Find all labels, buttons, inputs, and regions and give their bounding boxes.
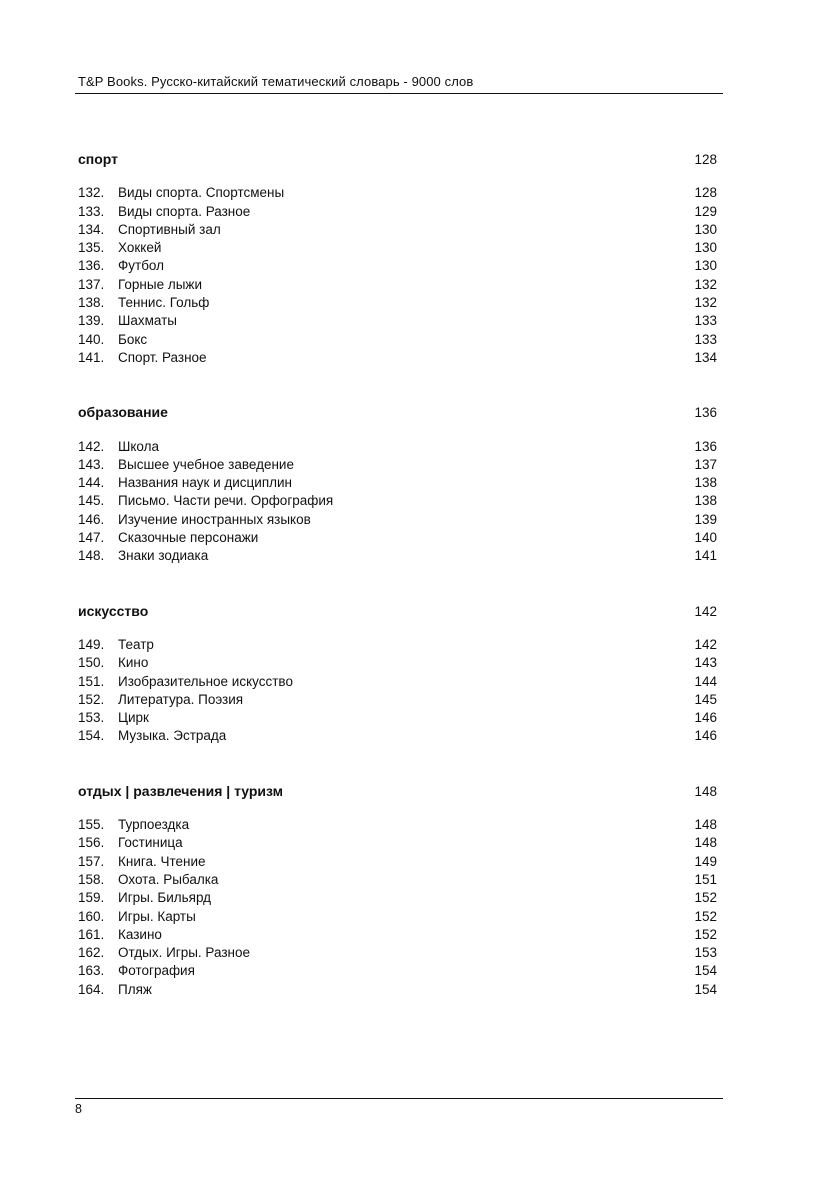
entry-page-number: 146 (694, 710, 717, 726)
toc-entry (75, 853, 723, 871)
entry-number: 150. (78, 655, 105, 671)
entry-number: 160. (78, 908, 105, 924)
entry-title: Школа (118, 438, 160, 454)
entry-number: 156. (78, 835, 105, 851)
toc-entry (75, 184, 723, 202)
section-heading (75, 150, 723, 169)
section-title: искусство (78, 602, 149, 619)
entry-number: 154. (78, 728, 105, 744)
toc-entry (75, 239, 723, 257)
entry-page-number: 145 (694, 691, 717, 707)
running-header-title: T&P Books. Русско-китайский тематический словарь - 9000 слов (78, 74, 474, 89)
entry-number: 144. (78, 475, 105, 491)
entry-number: 141. (78, 349, 105, 365)
entry-page-number: 143 (694, 655, 717, 671)
entry-page-number: 154 (694, 963, 717, 979)
entry-number: 152. (78, 691, 105, 707)
toc-entry (75, 944, 723, 962)
entry-title: Спортивный зал (118, 221, 221, 237)
entry-page-number: 132 (694, 295, 717, 311)
toc-entry (75, 962, 723, 980)
entry-title: Письмо. Части речи. Орфография (118, 493, 334, 509)
toc-entry (75, 349, 723, 367)
entry-page-number: 140 (694, 530, 717, 546)
entry-title: Литература. Поэзия (118, 691, 244, 707)
toc-entry (75, 438, 723, 456)
entry-page-number: 133 (694, 331, 717, 347)
toc-entry (75, 654, 723, 672)
entry-number: 153. (78, 710, 105, 726)
entry-number: 147. (78, 530, 105, 546)
toc-entry (75, 511, 723, 529)
section-heading (75, 403, 723, 422)
toc-entry (75, 889, 723, 907)
entry-number: 132. (78, 185, 105, 201)
entry-title: Изобразительное искусство (118, 673, 293, 689)
entry-number: 135. (78, 240, 105, 256)
toc-entry (75, 908, 723, 926)
entry-title: Сказочные персонажи (118, 530, 259, 546)
entry-number: 159. (78, 890, 105, 906)
toc-entry (75, 456, 723, 474)
toc-entry (75, 834, 723, 852)
entry-page-number: 134 (694, 349, 717, 365)
toc-entry (75, 727, 723, 745)
section-entries (75, 438, 723, 566)
toc-entry (75, 331, 723, 349)
entry-page-number: 128 (694, 185, 717, 201)
entry-page-number: 152 (694, 890, 717, 906)
entry-title: Футбол (118, 258, 165, 274)
entry-number: 133. (78, 203, 105, 219)
toc-entry (75, 474, 723, 492)
entry-title: Кино (118, 655, 149, 671)
section-heading (75, 602, 723, 621)
entry-page-number: 148 (694, 835, 717, 851)
entry-title: Горные лыжи (118, 276, 202, 292)
entry-title: Цирк (118, 710, 149, 726)
entry-page-number: 149 (694, 853, 717, 869)
section-title: отдых | развлечения | туризм (78, 782, 284, 799)
toc-entry (75, 529, 723, 547)
entry-page-number: 141 (694, 548, 717, 564)
entry-number: 139. (78, 313, 105, 329)
toc (75, 150, 723, 1035)
entry-number: 155. (78, 817, 105, 833)
entry-title: Теннис. Гольф (118, 295, 210, 311)
page-footer (75, 1098, 723, 1116)
entry-title: Игры. Бильярд (118, 890, 212, 906)
entry-title: Театр (118, 636, 154, 652)
entry-title: Охота. Рыбалка (118, 871, 219, 887)
toc-entry (75, 981, 723, 999)
entry-number: 138. (78, 295, 105, 311)
entry-page-number: 138 (694, 475, 717, 491)
toc-entry (75, 926, 723, 944)
toc-entry (75, 221, 723, 239)
entry-title: Фотография (118, 963, 195, 979)
entry-number: 149. (78, 636, 105, 652)
section-entries (75, 816, 723, 999)
entry-page-number: 144 (694, 673, 717, 689)
entry-page-number: 151 (694, 871, 717, 887)
entry-page-number: 138 (694, 493, 717, 509)
entry-number: 146. (78, 511, 105, 527)
entry-title: Казино (118, 926, 162, 942)
entry-title: Знаки зодиака (118, 548, 209, 564)
entry-title: Турпоездка (118, 817, 190, 833)
entry-number: 145. (78, 493, 105, 509)
section-title: образование (78, 404, 168, 421)
entry-number: 142. (78, 438, 105, 454)
entry-number: 148. (78, 548, 105, 564)
entry-title: Изучение иностранных языков (118, 511, 311, 527)
toc-entry (75, 492, 723, 510)
toc-entry (75, 276, 723, 294)
entry-page-number: 136 (694, 438, 717, 454)
entry-title: Отдых. Игры. Разное (118, 945, 250, 961)
entry-number: 161. (78, 926, 105, 942)
entry-page-number: 132 (694, 276, 717, 292)
toc-entry (75, 636, 723, 654)
entry-title: Виды спорта. Спортсмены (118, 185, 285, 201)
entry-number: 151. (78, 673, 105, 689)
toc-section (75, 150, 723, 367)
entry-number: 157. (78, 853, 105, 869)
section-title: спорт (78, 151, 119, 167)
entry-page-number: 153 (694, 945, 717, 961)
toc-entry (75, 203, 723, 221)
entry-title: Виды спорта. Разное (118, 203, 251, 219)
entry-page-number: 130 (694, 258, 717, 274)
entry-title: Пляж (118, 981, 152, 997)
entry-page-number: 152 (694, 908, 717, 924)
section-page-number: 148 (694, 783, 717, 799)
entry-page-number: 139 (694, 511, 717, 527)
toc-entry (75, 312, 723, 330)
toc-section (75, 602, 723, 746)
toc-entry (75, 691, 723, 709)
entry-page-number: 142 (694, 636, 717, 652)
entry-number: 158. (78, 871, 105, 887)
page-header (75, 74, 723, 94)
toc-entry (75, 257, 723, 275)
entry-title: Игры. Карты (118, 908, 196, 924)
entry-title: Названия наук и дисциплин (118, 475, 293, 491)
entry-number: 136. (78, 258, 105, 274)
entry-title: Спорт. Разное (118, 349, 207, 365)
entry-number: 162. (78, 945, 105, 961)
entry-number: 164. (78, 981, 105, 997)
entry-page-number: 133 (694, 313, 717, 329)
entry-number: 163. (78, 963, 105, 979)
entry-number: 134. (78, 221, 105, 237)
entry-page-number: 154 (694, 981, 717, 997)
entry-number: 143. (78, 456, 105, 472)
toc-entry (75, 871, 723, 889)
section-entries (75, 636, 723, 746)
toc-entry (75, 673, 723, 691)
section-entries (75, 184, 723, 367)
toc-entry (75, 547, 723, 565)
toc-section (75, 403, 723, 565)
entry-title: Музыка. Эстрада (118, 728, 227, 744)
section-page-number: 128 (694, 152, 717, 167)
entry-title: Гостиница (118, 835, 183, 851)
entry-page-number: 146 (694, 728, 717, 744)
section-page-number: 142 (694, 603, 717, 619)
entry-number: 140. (78, 331, 105, 347)
section-page-number: 136 (694, 405, 717, 421)
entry-title: Хоккей (118, 240, 162, 256)
entry-number: 137. (78, 276, 105, 292)
entry-title: Книга. Чтение (118, 853, 206, 869)
footer-page-number: 8 (75, 1102, 82, 1116)
entry-page-number: 130 (694, 240, 717, 256)
toc-entry (75, 709, 723, 727)
toc-section (75, 782, 723, 999)
entry-title: Бокс (118, 331, 148, 347)
section-heading (75, 782, 723, 801)
entry-page-number: 129 (694, 203, 717, 219)
entry-page-number: 137 (694, 456, 717, 472)
entry-title: Высшее учебное заведение (118, 456, 294, 472)
entry-title: Шахматы (118, 313, 178, 329)
entry-page-number: 152 (694, 926, 717, 942)
entry-page-number: 148 (694, 817, 717, 833)
toc-entry (75, 294, 723, 312)
entry-page-number: 130 (694, 221, 717, 237)
toc-entry (75, 816, 723, 834)
